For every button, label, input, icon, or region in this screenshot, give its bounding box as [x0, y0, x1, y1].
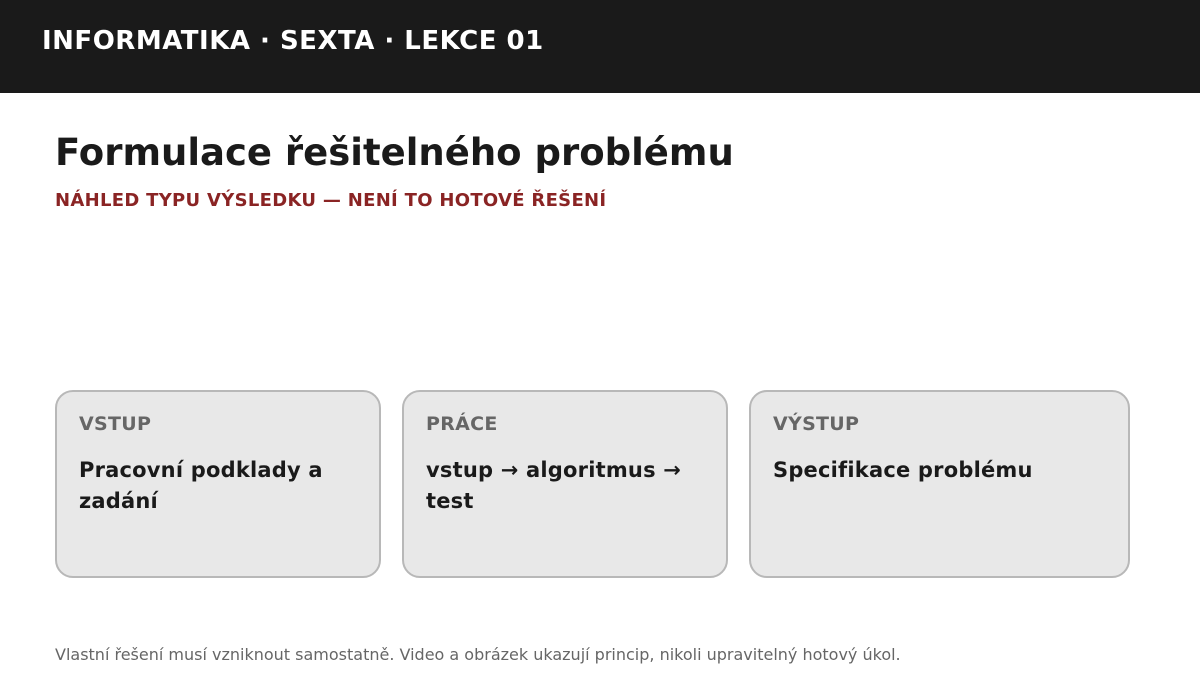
output-card-text: Specifikace problému — [773, 458, 1033, 482]
input-card-text: Pracovní podklady a zadání — [79, 458, 323, 513]
output-card — [749, 390, 1130, 578]
input-card-label: VSTUP — [79, 413, 152, 435]
work-card-label: PRÁCE — [426, 413, 498, 435]
work-card — [402, 390, 728, 578]
lesson-header-title: INFORMATIKA · SEXTA · LEKCE 01 — [42, 26, 544, 56]
page-subtitle: NÁHLED TYPU VÝSLEDKU — NENÍ TO HOTOVÉ ŘEŠENÍ — [55, 190, 607, 211]
input-card — [55, 390, 381, 578]
footer-note: Vlastní řešení musí vzniknout samostatně. Video a obrázek ukazují princip, nikoli upravitelný hotový úkol. — [55, 645, 901, 664]
page-title: Formulace řešitelného problému — [55, 131, 734, 174]
top-bar — [0, 0, 1200, 93]
output-card-label: VÝSTUP — [773, 413, 860, 435]
work-card-text: vstup → algoritmus → test — [426, 458, 682, 513]
